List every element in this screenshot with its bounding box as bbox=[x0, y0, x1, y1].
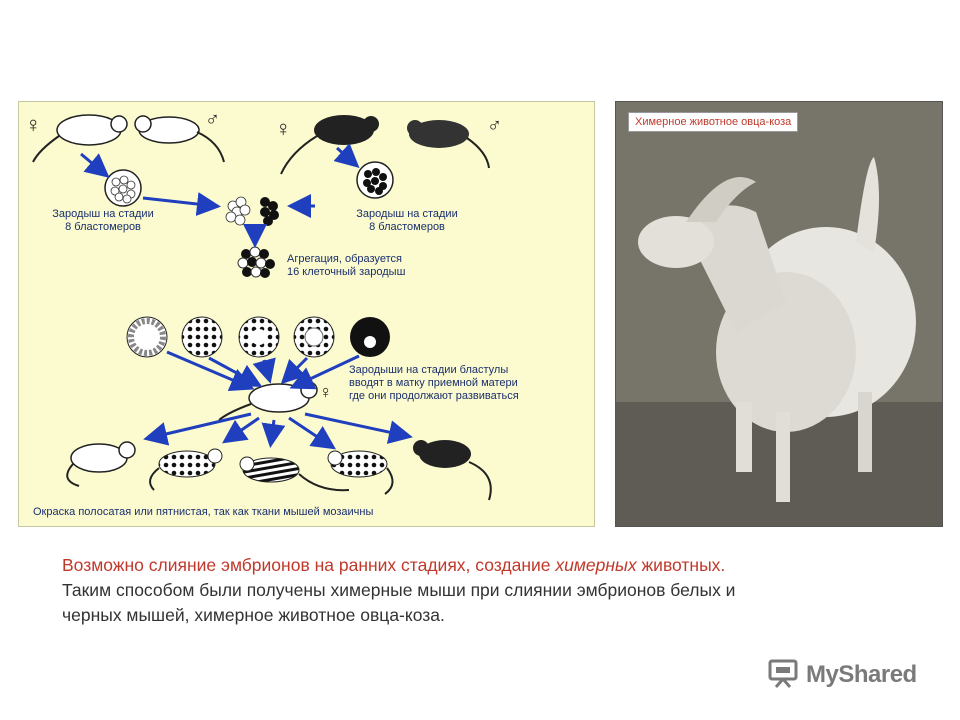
label-8cell-left: Зародыш на стадии 8 бластомеров bbox=[52, 208, 154, 233]
blastula-5 bbox=[350, 317, 390, 357]
caption-line-1-start: Возможно слияние эмбрионов на ранних стадиях, создание bbox=[62, 555, 556, 575]
offspring-black bbox=[413, 440, 491, 500]
label-blastula: Зародыши на стадии бластулы вводят в матку приемной матери где они продолжают развиваться bbox=[349, 364, 519, 402]
photo-caption: Химерное животное овца-коза bbox=[628, 112, 798, 132]
offspring-white bbox=[67, 442, 135, 486]
embryo-pair bbox=[226, 197, 279, 226]
male-symbol: ♂ bbox=[487, 115, 502, 137]
caption-line-1-italic: химерных bbox=[555, 555, 637, 575]
offspring-spotted-2 bbox=[328, 451, 393, 494]
offspring-spotted bbox=[150, 449, 222, 490]
blastula-2 bbox=[182, 317, 222, 357]
female-symbol: ♀ bbox=[319, 382, 333, 402]
blastula-1 bbox=[127, 317, 167, 357]
projector-screen-icon bbox=[768, 659, 802, 689]
foster-mother-mouse bbox=[219, 382, 317, 420]
blastula-4 bbox=[294, 317, 334, 357]
chimera-diagram bbox=[18, 101, 595, 527]
blastula-3 bbox=[239, 317, 279, 357]
sheep-goat-photo bbox=[615, 101, 943, 527]
caption-line-2: Таким способом были получены химерные мыши при слиянии эмбрионов белых и bbox=[62, 580, 736, 600]
label-8cell-right: Зародыш на стадии 8 бластомеров bbox=[356, 208, 458, 233]
embryo-8cell-black bbox=[357, 162, 393, 198]
caption-text bbox=[62, 553, 932, 628]
embryo-8cell-white bbox=[105, 170, 141, 206]
diagram-artwork bbox=[19, 102, 596, 528]
white-mouse-female bbox=[33, 115, 127, 162]
caption-line-3: черных мышей, химерное животное овца-коза. bbox=[62, 605, 445, 625]
label-aggregation: Агрегация, образуется 16 клеточный зародыш bbox=[287, 253, 406, 278]
caption-line-1 bbox=[62, 553, 932, 578]
myshared-logo[interactable] bbox=[768, 659, 917, 694]
label-bottom: Окраска полосатая или пятнистая, так как ткани мышей мозаичны bbox=[33, 506, 374, 518]
female-symbol: ♀ bbox=[25, 112, 42, 137]
black-mouse-male bbox=[407, 120, 489, 168]
logo-text: MyShared bbox=[806, 661, 917, 688]
caption-line-1-end: животных. bbox=[636, 555, 726, 575]
female-symbol: ♀ bbox=[275, 116, 292, 141]
male-symbol: ♂ bbox=[205, 109, 220, 131]
embryo-16cell bbox=[238, 247, 275, 278]
sheep-goat-image bbox=[616, 102, 943, 527]
